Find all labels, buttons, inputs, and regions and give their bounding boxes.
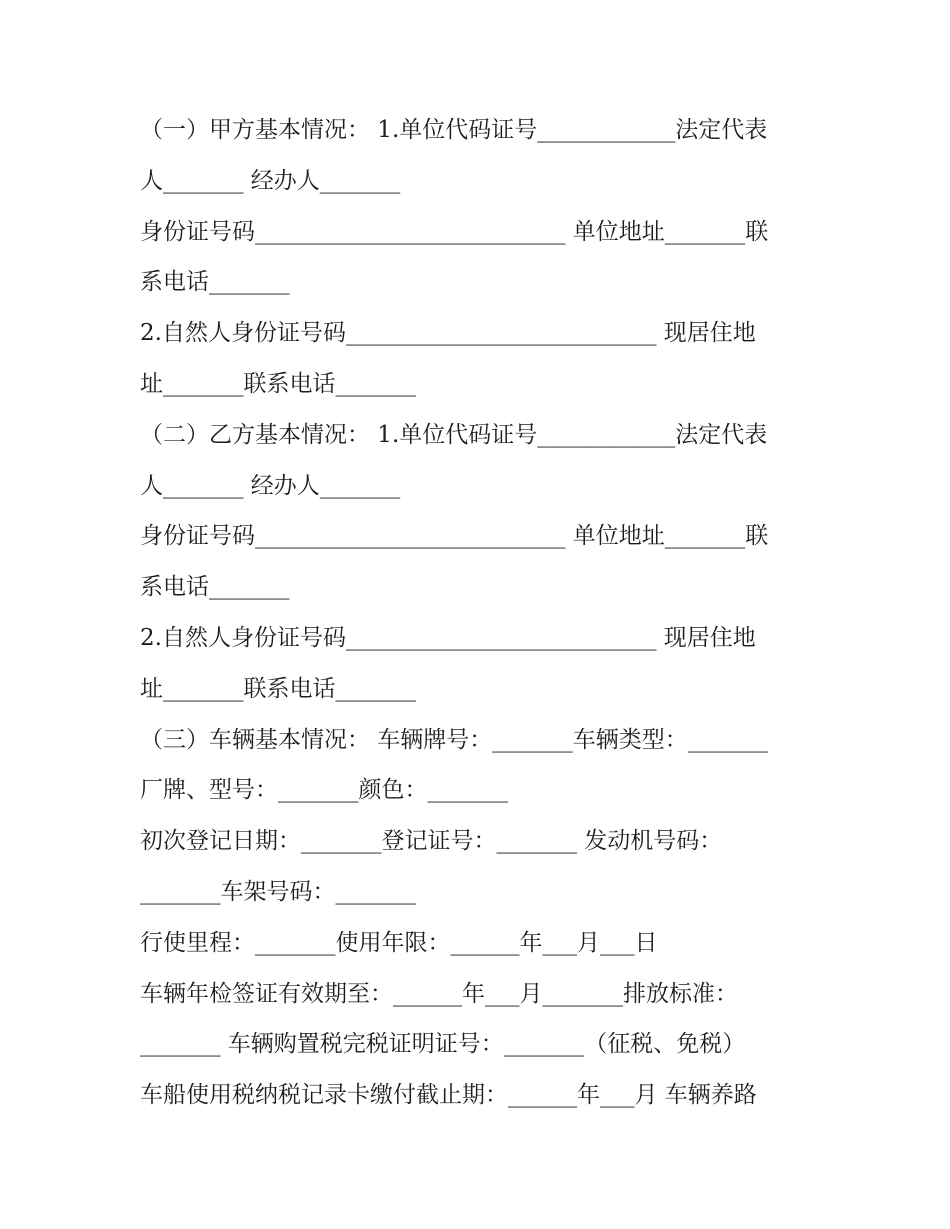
vehicle-section-heading: （三）车辆基本情况： 车辆牌号：_______车辆类型：_______ <box>140 726 769 753</box>
party-b-section-heading: （二）乙方基本情况： 1.单位代码证号____________法定代表 <box>140 421 768 448</box>
party-a-section-heading: （一）甲方基本情况： 1.单位代码证号____________法定代表 <box>140 117 768 143</box>
vehicle-mileage-line: 行使里程：_______使用年限：______年___月___日 <box>140 929 658 956</box>
vehicle-frame-number-line: _______车架号码：_______ <box>140 878 416 905</box>
vehicle-registration-line: 初次登记日期：_______登记证号：_______ 发动机号码： <box>140 828 723 855</box>
party-b-phone-line: 系电话_______ <box>140 574 290 601</box>
party-b-id-address-line: 身份证号码___________________________ 单位地址_______联 <box>140 523 769 550</box>
party-a-phone-line: 系电话_______ <box>140 269 290 296</box>
vehicle-inspection-line: 车辆年检签证有效期至：______年___月_______排放标准： <box>140 980 738 1007</box>
party-b-representative-line: 人_______ 经办人_______ <box>140 472 401 499</box>
party-b-natural-person-line: 2.自然人身份证号码___________________________ 现居住地 <box>140 624 756 651</box>
vehicle-brand-color-line: 厂牌、型号：_______颜色：_______ <box>140 777 508 804</box>
party-a-representative-line: 人_______ 经办人_______ <box>140 167 401 194</box>
party-a-natural-person-line: 2.自然人身份证号码___________________________ 现居住地 <box>140 320 756 347</box>
party-b-residence-phone-line: 址_______联系电话_______ <box>140 675 416 702</box>
vehicle-vessel-tax-line: 车船使用税纳税记录卡缴付截止期：______年___月 车辆养路 <box>140 1082 757 1109</box>
party-a-residence-phone-line: 址_______联系电话_______ <box>140 370 416 397</box>
party-a-id-address-line: 身份证号码___________________________ 单位地址_______联 <box>140 218 769 245</box>
contract-body <box>140 105 820 1121</box>
vehicle-purchase-tax-line: _______ 车辆购置税完税证明证号：_______（征税、免税） <box>140 1031 746 1058</box>
